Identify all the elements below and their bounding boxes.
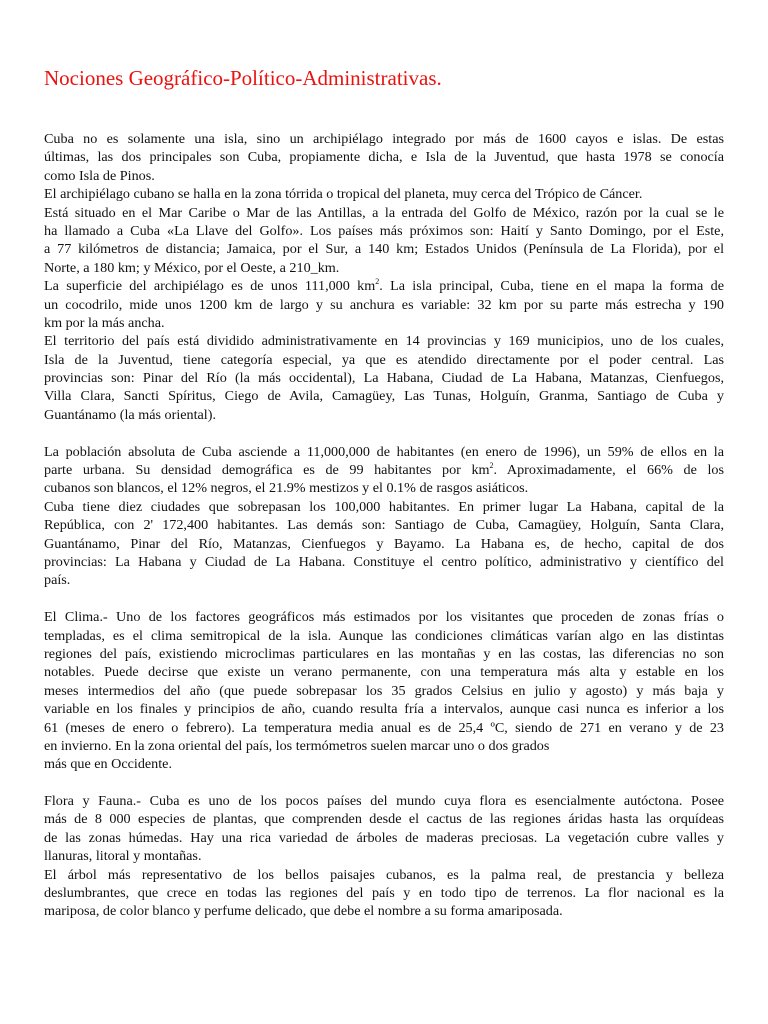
text-line xyxy=(44,461,724,479)
text-line xyxy=(44,277,724,295)
text-line: 61 (meses de enero o febrero). La temperatura media anual es de 25,4 ºC, siendo de 271 en verano y de 23 xyxy=(44,719,724,736)
text-line: últimas, las dos principales son Cuba, propiamente dicha, e Isla de la Juventud, que hasta 1978 se conocía xyxy=(44,149,724,166)
paragraph-provinces xyxy=(44,332,724,424)
text-line: La población absoluta de Cuba asciende a 11,000,000 de habitantes (en enero de 1996), un 59% de ellos en la xyxy=(44,443,724,460)
text-line: provincias: La Habana y Ciudad de La Habana. Constituye el centro político, administrativo y científico del xyxy=(44,553,724,570)
text-line: El archipiélago cubano se halla en la zona tórrida o tropical del planeta, muy cerca del Trópico de Cáncer. xyxy=(44,186,643,203)
text-line: Isla de la Juventud, tiene categoría especial, ya que es atendido directamente por el poder central. Las xyxy=(44,351,724,368)
paragraph-population xyxy=(44,443,724,498)
text-segment: . La isla principal, Cuba, tiene en el mapa la forma de xyxy=(379,278,724,295)
paragraph-climate xyxy=(44,608,724,774)
text-line: Guantánamo (la más oriental). xyxy=(44,406,216,423)
text-line: regiones del país, existiendo microclimas particulares en las montañas y en las costas, las diferencias no son xyxy=(44,645,724,662)
text-line: como Isla de Pinos. xyxy=(44,167,155,184)
text-line: meses intermedios del año (que puede sobrepasar los 35 grados Celsius en julio y agosto) y más baja y xyxy=(44,682,724,699)
paragraph-intro xyxy=(44,130,724,185)
text-line: Norte, a 180 km; y México, por el Oeste, a 210_km. xyxy=(44,259,340,276)
text-line: República, con 2' 172,400 habitantes. Las demás son: Santiago de Cuba, Camagüey, Holguín, Santa Clara, xyxy=(44,517,724,534)
text-segment: . Aproximadamente, el 66% de los xyxy=(493,462,724,479)
paragraph-cities xyxy=(44,498,724,590)
text-line: un cocodrilo, mide unos 1200 km de largo y su anchura es variable: 32 km por su parte más estrecha y 190 xyxy=(44,296,724,313)
text-segment: La superficie del archipiélago es de unos 111,000 km xyxy=(44,278,376,295)
text-line: notables. Puede decirse que existe un verano permanente, con una temperatura más alta y estable en los xyxy=(44,664,724,681)
text-line: más de 8 000 especies de plantas, que comprenden desde el cactus de las regiones áridas hasta las orquídeas xyxy=(44,811,724,828)
superscript: 2 xyxy=(375,277,380,287)
paragraph-location xyxy=(44,185,724,277)
text-line: templadas, es el clima semitropical de la isla. Aunque las condiciones climáticas varían algo en las distintas xyxy=(44,627,724,644)
text-line: más que en Occidente. xyxy=(44,756,172,773)
text-line: Guantánamo, Pinar del Río, Matanzas, Cienfuegos y Bayamo. La Habana es, de hecho, capital de dos xyxy=(44,535,724,552)
text-line: mariposa, de color blanco y perfume delicado, que debe el nombre a su forma amariposada. xyxy=(44,903,563,920)
text-line: en invierno. En la zona oriental del país, los termómetros suelen marcar uno o dos grados xyxy=(44,737,550,754)
document-body xyxy=(44,130,724,921)
paragraph-gap xyxy=(44,424,724,442)
paragraph-surface xyxy=(44,277,724,332)
text-line: llanuras, litoral y montañas. xyxy=(44,848,202,865)
text-line: provincias son: Pinar del Río (la más occidental), La Habana, Ciudad de La Habana, Matanzas, Cienfuegos, xyxy=(44,370,724,387)
superscript: 2 xyxy=(489,461,494,471)
text-segment: parte urbana. Su densidad demográfica es de 99 habitantes por km xyxy=(44,462,490,479)
paragraph-gap xyxy=(44,774,724,792)
paragraph-gap xyxy=(44,590,724,608)
text-line: Cuba no es solamente una isla, sino un archipiélago integrado por más de 1600 cayos e islas. De estas xyxy=(44,131,724,147)
text-line: El territorio del país está dividido administrativamente en 14 provincias y 169 municipios, uno de los cuales, xyxy=(44,333,724,350)
text-line: Cuba tiene diez ciudades que sobrepasan los 100,000 habitantes. En primer lugar La Habana, capital de la xyxy=(44,498,724,515)
text-line: de las zonas húmedas. Hay una rica variedad de árboles de maderas preciosas. La vegetación cubre valles y xyxy=(44,829,724,846)
text-line: Está situado en el Mar Caribe o Mar de las Antillas, a la entrada del Golfo de México, razón por la cual se le xyxy=(44,204,724,221)
text-line: Flora y Fauna.- Cuba es uno de los pocos países del mundo cuya flora es esencialmente autóctona. Posee xyxy=(44,793,724,810)
text-line: Villa Clara, Sancti Spíritus, Ciego de Avila, Camagüey, Las Tunas, Holguín, Granma, Santiago de Cuba y xyxy=(44,388,724,405)
text-line: ha llamado a Cuba «La Llave del Golfo». Los países más próximos son: Haití y Santo Domingo, por el Este, xyxy=(44,222,724,239)
text-line: km por la más ancha. xyxy=(44,314,165,331)
text-line: país. xyxy=(44,572,71,589)
text-line: variable en los finales y principios de año, cuando resulta fría a intervalos, aunque casi nunca es inferior a los xyxy=(44,701,724,718)
paragraph-flora xyxy=(44,792,724,866)
text-line: El Clima.- Uno de los factores geográficos más estimados por los visitantes que proceden de zonas frías o xyxy=(44,609,724,626)
text-line: cubanos son blancos, el 12% negros, el 21.9% mestizos y el 0.1% de rasgos asiáticos. xyxy=(44,480,529,497)
text-line: El árbol más representativo de los bellos paisajes cubanos, es la palma real, de prestancia y belleza xyxy=(44,866,724,883)
text-line: deslumbrantes, que crece en todas las regiones del país y en todo tipo de terrenos. La flor nacional es la xyxy=(44,885,724,902)
text-line: a 77 kilómetros de distancia; Jamaica, por el Sur, a 140 km; Estados Unidos (Península de La Florida), por el xyxy=(44,241,724,258)
paragraph-palm xyxy=(44,866,724,921)
page-title: Nociones Geográfico-Político-Administrativas. xyxy=(44,66,442,90)
